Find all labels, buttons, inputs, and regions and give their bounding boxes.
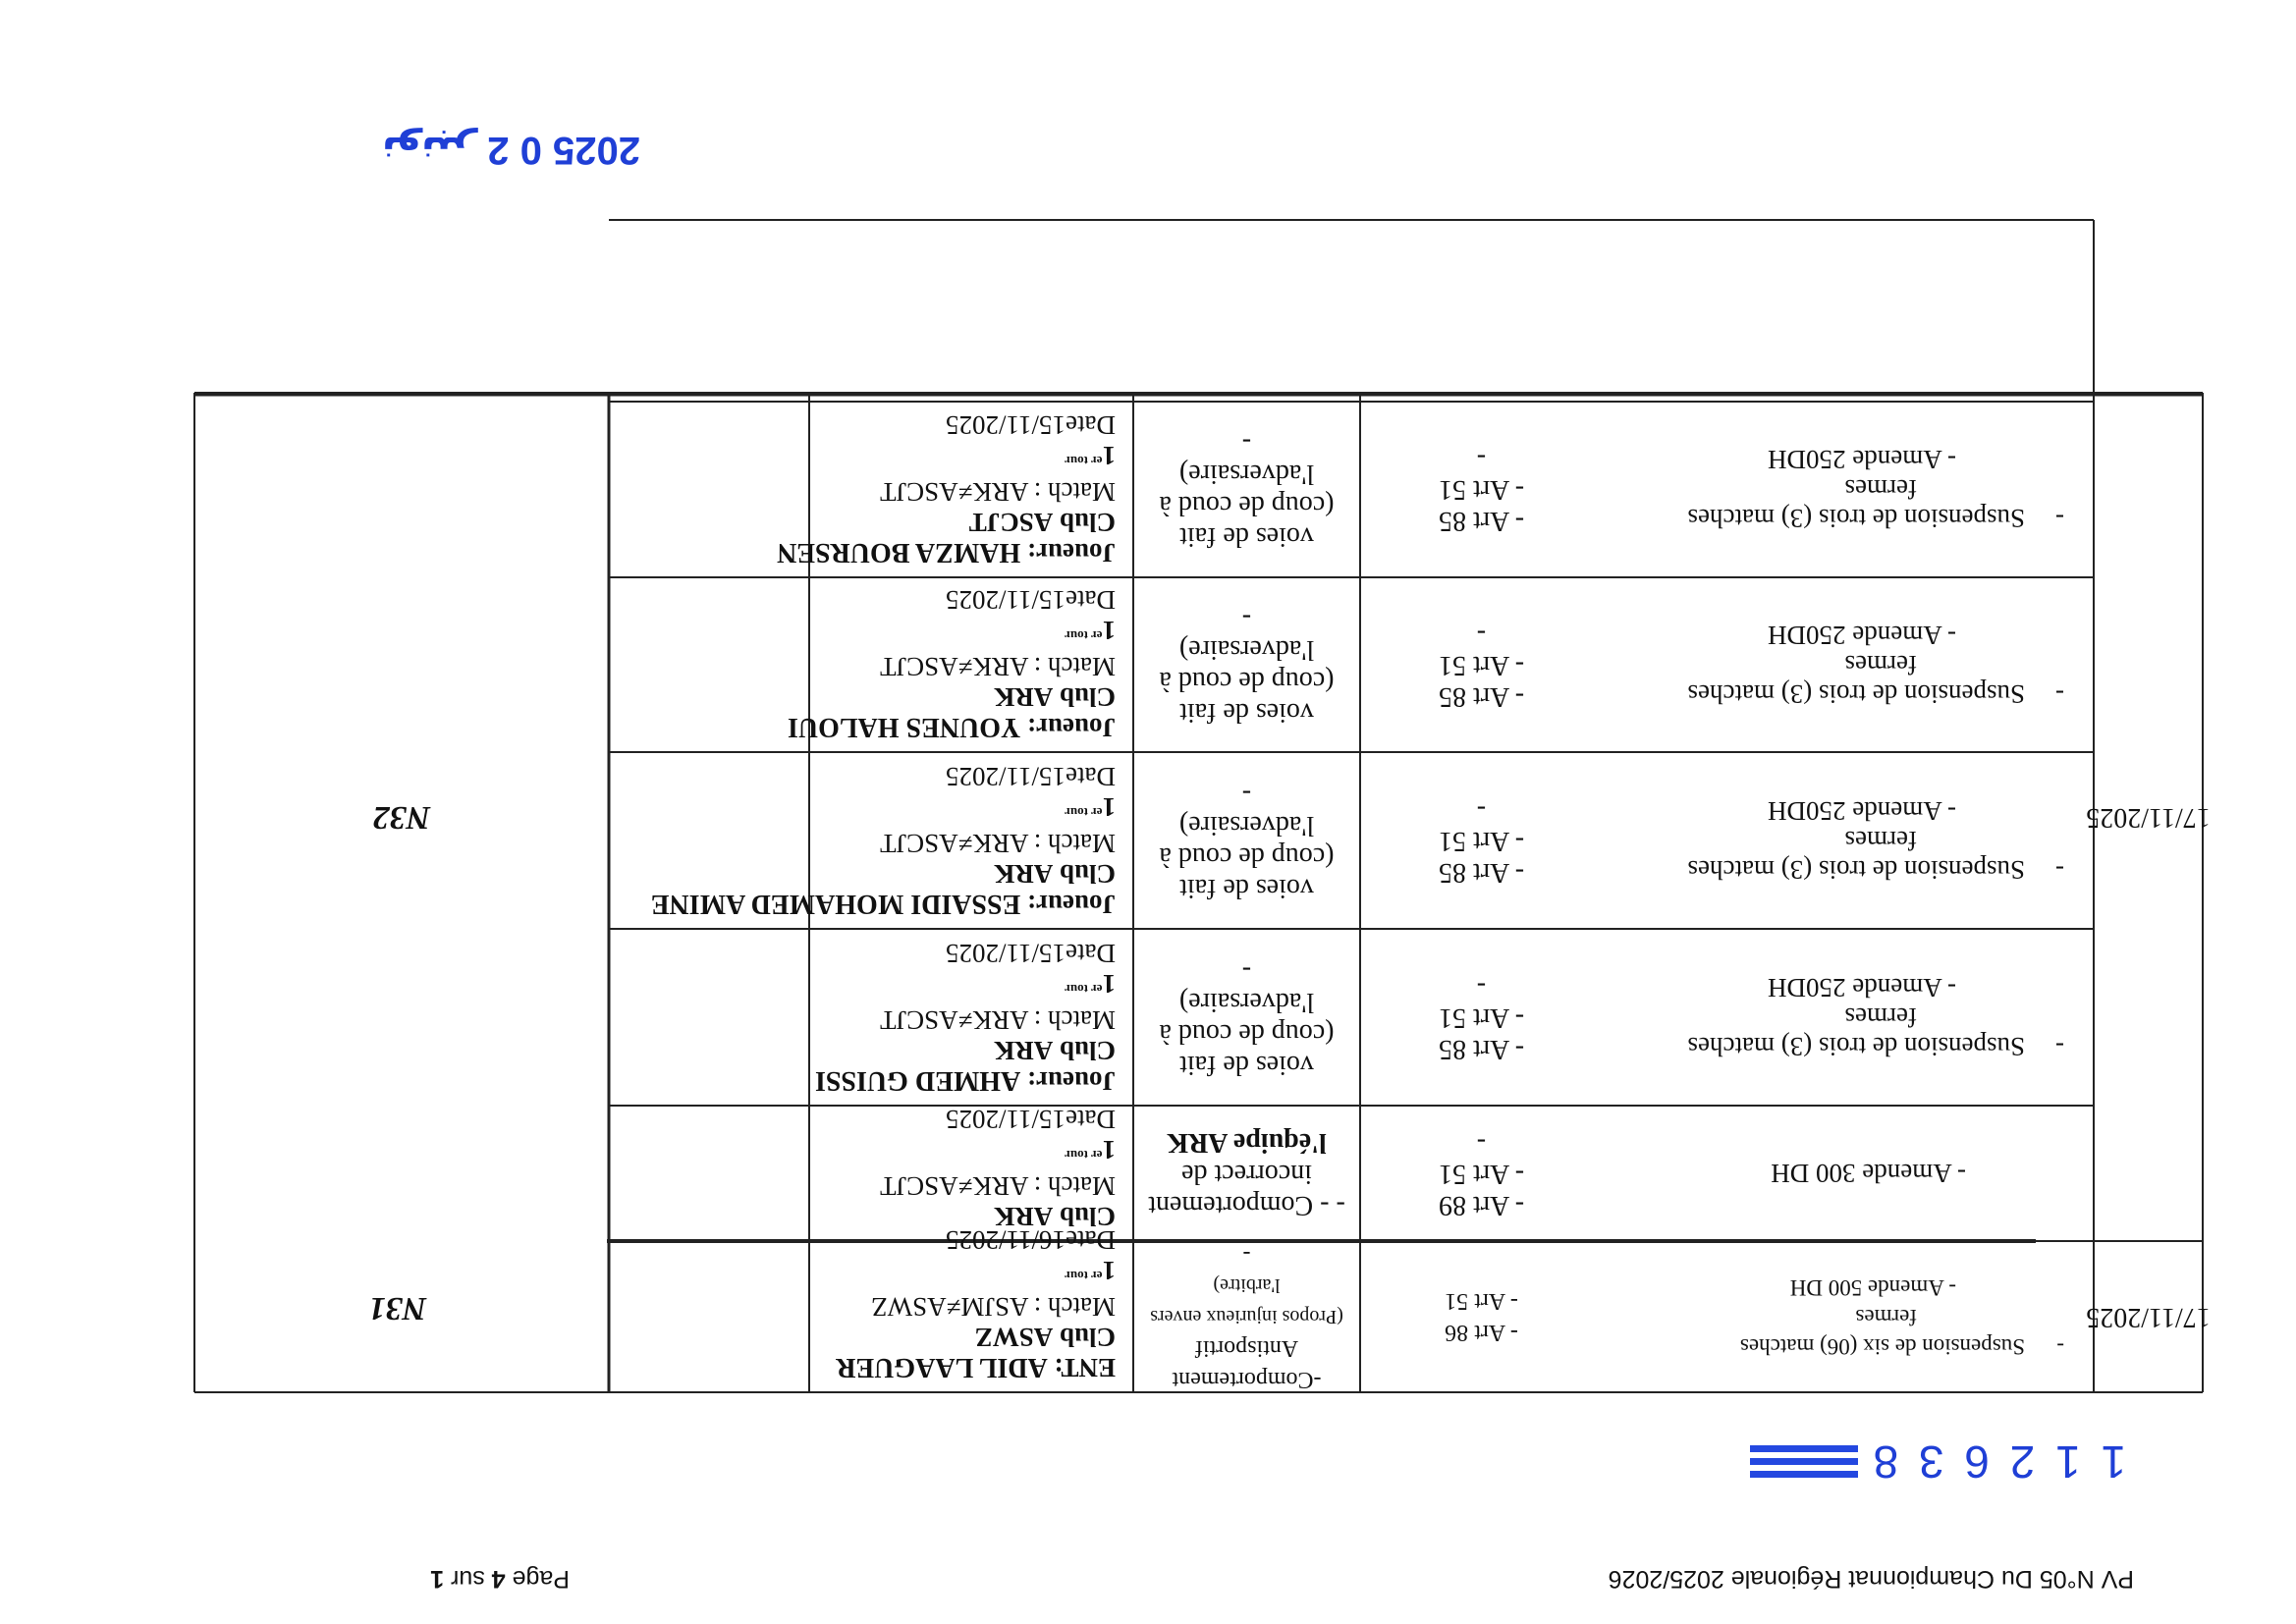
article: - Art 51 — [1438, 826, 1525, 856]
entry-info — [609, 402, 1133, 575]
date-label: Date — [1066, 410, 1116, 440]
sanction-amende: - Amende 250DH — [1768, 445, 1956, 475]
date-label: Date — [1066, 585, 1116, 615]
faits-dash: - — [1241, 427, 1252, 459]
sanction-main: Suspension de trois (3) matches — [1687, 1032, 2025, 1061]
person-name: AHMED GUISSI — [814, 1065, 1021, 1096]
sanction-cell: - Suspension de trois (3) matches fermes - Amende 250DH — [1603, 577, 2094, 752]
entry-info — [609, 752, 1133, 927]
article: - Art 51 — [1438, 1002, 1525, 1033]
entry-info — [609, 1225, 1133, 1390]
date-label: Date — [1066, 1105, 1116, 1134]
sanction-amende: - Amende 250DH — [1768, 973, 1956, 1002]
faits-main: voies de fait — [1179, 521, 1314, 553]
faits-dash: - — [1241, 955, 1252, 986]
match-label: Match — [1048, 652, 1116, 681]
sanction-amende: - Amende 250DH — [1768, 796, 1956, 826]
match-label: Match — [1048, 1292, 1116, 1322]
match-label: Match — [1048, 829, 1116, 858]
match-colon: : — [1033, 652, 1042, 681]
faits-cell — [1133, 1241, 1360, 1392]
faits-sub: (coup de coud à l'adversaire) — [1159, 810, 1335, 872]
club-name: ARK — [994, 859, 1054, 889]
article: - Art 51 — [1438, 650, 1525, 680]
sanction-fermes: fermes — [1844, 650, 1917, 679]
entry-date: 15/11/2025 — [946, 410, 1066, 440]
club-name: ARK — [994, 682, 1054, 712]
article: - Art 86 — [1445, 1320, 1518, 1345]
person-name: YOUNES HALOUI — [787, 712, 1021, 742]
person-label: ENT: — [1054, 1353, 1116, 1382]
articles-cell — [1360, 929, 1603, 1106]
round-suffix: er tour — [1065, 1269, 1103, 1283]
person-name: HAMZA BOURSEN — [777, 537, 1021, 568]
decision-date-cell — [2086, 1241, 2211, 1392]
section-number: N31 — [368, 1290, 427, 1327]
round-number: 1 — [1102, 616, 1116, 645]
date-label: Date — [1066, 762, 1116, 791]
faits-main: voies de fait — [1179, 697, 1314, 728]
faits-main: voies de fait — [1179, 1050, 1314, 1080]
match-value: ARK≠ASCJT — [880, 829, 1029, 858]
articles-cell — [1360, 402, 1603, 577]
person-name: ADIL LAAGUER — [836, 1352, 1048, 1382]
entry-info — [609, 577, 1133, 750]
article: - Art 89 — [1438, 1190, 1525, 1220]
decision-date-cell — [2086, 393, 2211, 1241]
round-number: 1 — [1102, 792, 1116, 822]
page-label: Page — [512, 1565, 570, 1593]
sanction-cell: - Suspension de trois (3) matches fermes - Amende 250DH — [1603, 752, 2094, 929]
person-name: ESSAIDI MOHAMED AMINE — [650, 889, 1021, 919]
articles-cell — [1360, 577, 1603, 752]
match-colon: : — [1033, 1292, 1042, 1322]
article: - — [1476, 971, 1487, 1001]
faits-sub: (coup de coud à l'adversaire) — [1159, 987, 1335, 1049]
round-number: 1 — [1102, 1135, 1116, 1164]
entry-date: 15/11/2025 — [946, 939, 1066, 968]
decision-date: 17/11/2025 — [2086, 802, 2211, 833]
faits-sub: (coup de coud à l'adversaire) — [1159, 634, 1335, 696]
round-suffix: er tour — [1065, 805, 1103, 820]
sanction-main: Suspension de trois (3) matches — [1687, 504, 2025, 534]
faits-dash: - — [1241, 779, 1252, 809]
match-colon: : — [1033, 1171, 1042, 1201]
sanction-fermes: fermes — [1855, 1305, 1917, 1329]
sanction-cell: - Suspension de six (06) matches fermes - Amende 500 DH — [1603, 1241, 2094, 1392]
round-suffix: er tour — [1065, 1148, 1103, 1163]
match-value: ARK≠ASCJT — [880, 1171, 1029, 1201]
club-name: ASWZ — [974, 1323, 1054, 1352]
stamp-number: 1 1 2 6 3 8 — [1869, 1436, 2126, 1488]
faits-sub: (coup de coud à l'adversaire) — [1159, 459, 1335, 521]
club-label: Club — [1059, 859, 1116, 889]
sanction-amende: - Amende 300 DH — [1771, 1159, 1966, 1188]
match-colon: : — [1033, 829, 1042, 858]
round-number: 1 — [1102, 969, 1116, 999]
club-name: ARK — [994, 1202, 1054, 1231]
articles-cell — [1360, 1106, 1603, 1241]
round-suffix: er tour — [1065, 628, 1103, 643]
match-value: ARK≠ASCJT — [880, 1005, 1029, 1035]
section-number: N32 — [372, 799, 431, 836]
table-row — [194, 1241, 609, 1392]
header-title: PV N°05 Du Championnat Régionale 2025/2026 — [1608, 1565, 2134, 1593]
club-label: Club — [1059, 1202, 1116, 1231]
match-value: ASJM≠ASWZ — [871, 1292, 1029, 1322]
round-suffix: er tour — [1065, 982, 1103, 997]
article: - — [1476, 619, 1487, 649]
club-name: ASCJT — [968, 508, 1054, 537]
person-label: Joueur: — [1027, 1066, 1116, 1096]
faits-cell — [1133, 1106, 1360, 1241]
page-sur: sur — [451, 1565, 485, 1593]
article: - — [1476, 1127, 1487, 1158]
sanction-main: Suspension de trois (3) matches — [1687, 679, 2025, 709]
faits-dash: - — [1242, 1241, 1251, 1267]
page-total: 1 — [430, 1565, 445, 1593]
club-label: Club — [1059, 682, 1116, 712]
faits-main: -Comportement Antisportif — [1172, 1335, 1322, 1392]
articles-cell — [1360, 752, 1603, 929]
article: - — [1476, 443, 1487, 474]
article: - — [1476, 794, 1487, 825]
entry-date: 15/11/2025 — [946, 585, 1066, 615]
article: - Art 51 — [1438, 1159, 1525, 1189]
faits-cell — [1133, 577, 1360, 752]
article: - Art 85 — [1438, 506, 1525, 537]
faits-cell — [1133, 402, 1360, 577]
sanction-fermes: fermes — [1844, 474, 1917, 505]
entry-date: 15/11/2025 — [946, 1105, 1066, 1134]
round-number: 1 — [1102, 1256, 1116, 1285]
match-label: Match — [1048, 1171, 1116, 1201]
club-label: Club — [1059, 508, 1116, 537]
faits-cell — [1133, 752, 1360, 929]
match-label: Match — [1048, 477, 1116, 507]
sanction-main: Suspension de six (06) matches — [1739, 1334, 2025, 1359]
article: - Art 51 — [1445, 1288, 1518, 1314]
faits-sub: l'équipe ARK — [1167, 1127, 1327, 1158]
person-label: Joueur: — [1027, 890, 1116, 919]
date-label: Date — [1066, 1225, 1116, 1255]
sanction-amende: - Amende 500 DH — [1789, 1275, 1956, 1300]
person-label: Joueur: — [1027, 713, 1116, 742]
entry-date: 15/11/2025 — [946, 762, 1066, 791]
faits-dash: - — [1241, 603, 1252, 633]
sanction-cell: - Suspension de trois (3) matches fermes - Amende 250DH — [1603, 402, 2094, 577]
club-name: ARK — [994, 1036, 1054, 1065]
date-label: Date — [1066, 939, 1116, 968]
sanction-fermes: fermes — [1844, 826, 1917, 855]
match-value: ARK≠ASCJT — [880, 477, 1029, 507]
sanction-fermes: fermes — [1844, 1002, 1917, 1032]
club-label: Club — [1059, 1323, 1116, 1352]
round-number: 1 — [1102, 441, 1116, 470]
sanction-main: Suspension de trois (3) matches — [1687, 855, 2025, 885]
faits-main: - - Comportement incorrect de — [1148, 1159, 1345, 1220]
match-value: ARK≠ASCJT — [880, 652, 1029, 681]
article: - Art 51 — [1438, 474, 1525, 506]
article: - Art 85 — [1438, 857, 1525, 888]
match-label: Match — [1048, 1005, 1116, 1035]
sanction-cell — [1603, 1106, 2094, 1241]
entry-date: 16/11/2025 — [946, 1225, 1066, 1255]
person-label: Joueur: — [1027, 538, 1116, 568]
entry-info — [609, 1106, 1133, 1239]
article: - Art 85 — [1438, 1034, 1525, 1064]
match-colon: : — [1033, 1005, 1042, 1035]
article: - Art 85 — [1438, 681, 1525, 712]
sanction-cell: - Suspension de trois (3) matches fermes - Amende 250DH — [1603, 929, 2094, 1106]
sanction-amende: - Amende 250DH — [1768, 621, 1956, 650]
club-label: Club — [1059, 1036, 1116, 1065]
match-colon: : — [1033, 477, 1042, 507]
articles-cell — [1360, 1241, 1603, 1392]
faits-main: voies de fait — [1179, 873, 1314, 903]
faits-sub: (Propos injurieux envers l'arbitre) — [1150, 1274, 1343, 1327]
entry-info — [609, 929, 1133, 1104]
decision-date: 17/11/2025 — [2086, 1302, 2211, 1332]
page-number: 4 — [491, 1565, 506, 1593]
round-suffix: er tour — [1065, 454, 1103, 468]
faits-cell — [1133, 929, 1360, 1106]
date-stamp: 2025 نونبر 2 0 — [381, 129, 640, 172]
